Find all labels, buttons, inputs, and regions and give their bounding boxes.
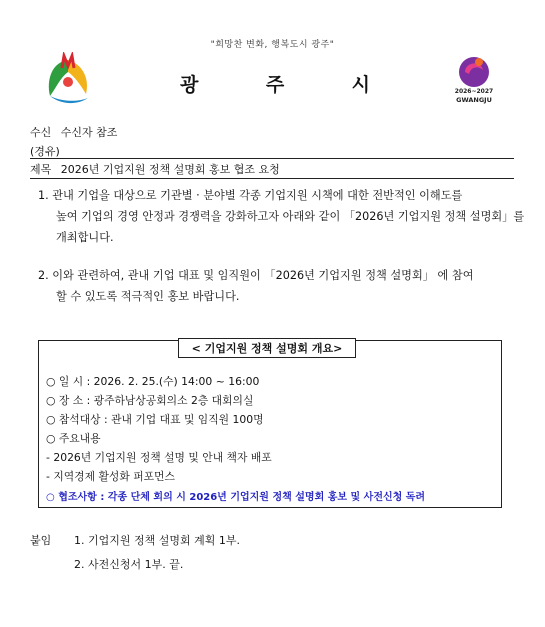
overview-content-item-2: - 지역경제 활성화 퍼포먼스 bbox=[46, 470, 175, 483]
document-title bbox=[180, 70, 370, 97]
overview-content-label: ○ 주요내용 bbox=[46, 432, 101, 445]
overview-target: ○ 참석대상 : 관내 기업 대표 및 임직원 100명 bbox=[46, 413, 264, 426]
recipient-line bbox=[30, 124, 117, 140]
paragraph-2-line-2: 할 수 있도록 적극적인 홍보 바랍니다. bbox=[56, 290, 240, 303]
title-char-1: 광 bbox=[180, 74, 199, 96]
slogan: "희망찬 변화, 행복도시 광주" bbox=[210, 40, 335, 50]
gwangju-city-logo bbox=[42, 52, 94, 108]
logo-year: 2026~2027 bbox=[454, 88, 494, 95]
recipient-label: 수신 bbox=[30, 126, 52, 139]
attachment-item-2: 2. 사전신청서 1부. 끝. bbox=[74, 558, 184, 571]
gwangju-2026-logo bbox=[451, 50, 497, 110]
logo-name: GWANGJU bbox=[456, 96, 492, 104]
subject-label: 제목 bbox=[30, 163, 52, 176]
recipient-value: 수신자 참조 bbox=[60, 126, 118, 139]
subject-line bbox=[30, 161, 280, 177]
via-line: (경유) bbox=[30, 145, 60, 158]
attachment-label: 붙임 bbox=[30, 534, 52, 547]
overview-place: ○ 장 소 : 광주하남상공회의소 2층 대회의실 bbox=[46, 394, 254, 407]
overview-date: ○ 일 시 : 2026. 2. 25.(수) 14:00 ~ 16:00 bbox=[46, 375, 260, 388]
attachment-item-1: 1. 기업지원 정책 설명회 계획 1부. bbox=[74, 534, 240, 547]
paragraph-2-line-1: 2. 이와 관련하여, 관내 기업 대표 및 임직원이 「2026년 기업지원 정책 설명회」 에 참여 bbox=[38, 269, 474, 282]
divider bbox=[30, 178, 514, 179]
title-char-2: 주 bbox=[265, 74, 285, 96]
paragraph-1-line-3: 개최합니다. bbox=[56, 231, 114, 244]
divider bbox=[30, 158, 514, 159]
paragraph-1-line-1: 1. 관내 기업을 대상으로 기관별 · 분야별 각종 기업지원 시책에 대한 전반적인 이해도를 bbox=[38, 189, 463, 202]
gwangju-2026-emblem-icon bbox=[451, 50, 497, 90]
title-char-3: 시 bbox=[351, 74, 370, 96]
overview-box-title: < 기업지원 정책 설명회 개요> bbox=[178, 338, 356, 358]
subject-value: 2026년 기업지원 정책 설명회 홍보 협조 요청 bbox=[60, 163, 280, 176]
overview-cooperation: ○ 협조사항 : 각종 단체 회의 시 2026년 기업지원 정책 설명회 홍보 및 사전신청 독려 bbox=[46, 492, 426, 503]
overview-content-item-1: - 2026년 기업지원 정책 설명 및 안내 책자 배포 bbox=[46, 451, 272, 464]
paragraph-1-line-2: 높여 기업의 경영 안정과 경쟁력을 강화하고자 아래와 같이 「2026년 기업지원 정책 설명회」를 bbox=[56, 210, 525, 223]
